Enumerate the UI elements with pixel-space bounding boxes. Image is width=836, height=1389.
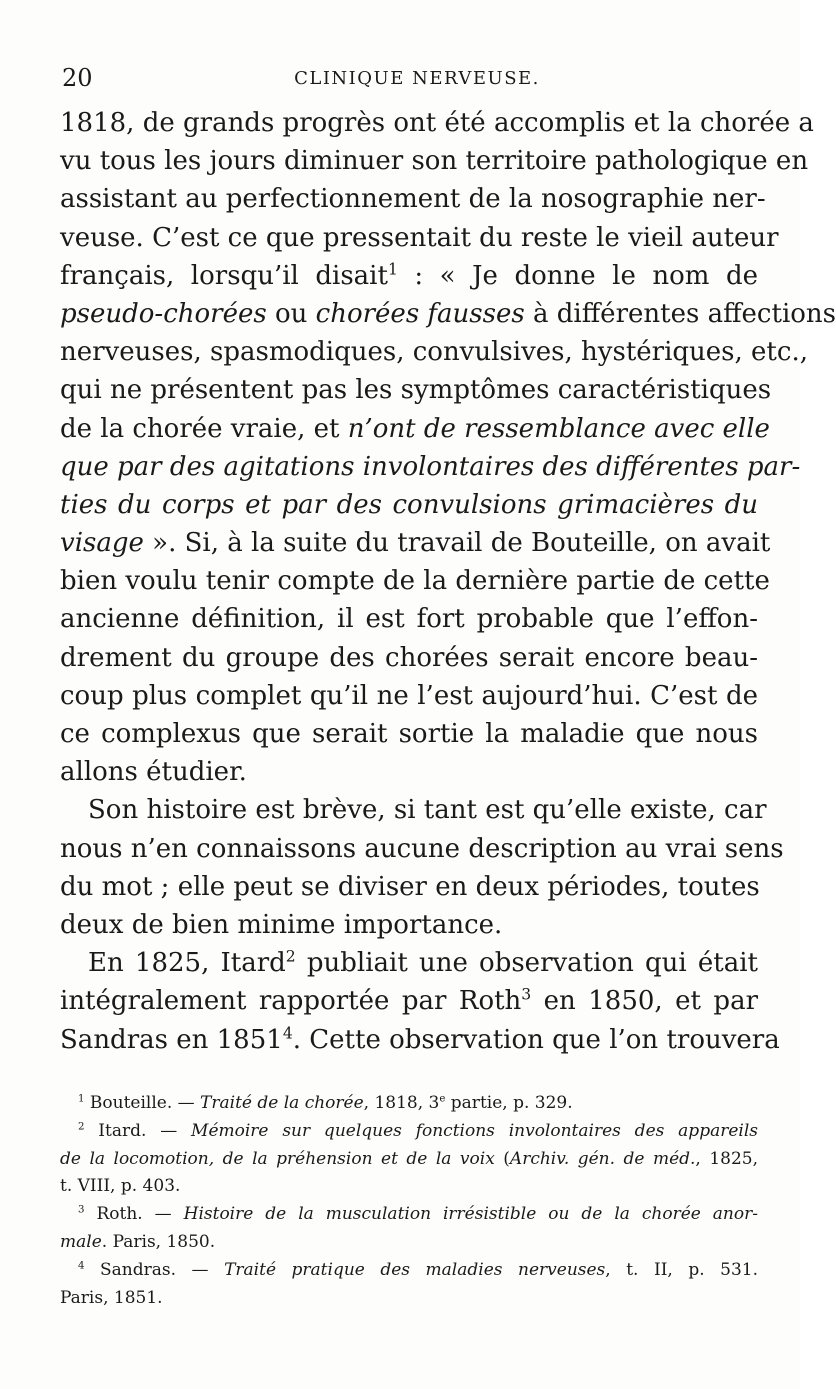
footnote-marker: 3 [78, 1204, 85, 1216]
text-run: assistant au perfectionnement de la nosographie ner- [60, 184, 766, 215]
footnote-marker: 4 [78, 1260, 85, 1272]
text-line [60, 868, 758, 906]
text-line [60, 600, 758, 638]
footnote-marker: 2 [285, 947, 296, 966]
footnote-line [60, 1201, 758, 1229]
text-line [60, 677, 758, 715]
italic-text: de la locomotion, de la préhension et de la voix [60, 1148, 495, 1169]
italic-text: n’ont de ressemblance avec elle [347, 413, 770, 444]
text-line [60, 524, 771, 562]
text-line [60, 639, 758, 677]
footnote [60, 1257, 758, 1313]
text-line [60, 142, 809, 180]
footnote [60, 1201, 758, 1257]
text-run: ancienne définition, il est fort probable que l’effon- [60, 604, 758, 635]
text-run: Sandras. — [84, 1259, 225, 1280]
text-line [60, 562, 770, 600]
footnote-marker: 4 [282, 1023, 293, 1042]
text-line [60, 1021, 780, 1059]
italic-text: Archiv. gén. de méd. [509, 1148, 696, 1169]
text-run: ( [494, 1148, 510, 1169]
paragraph [60, 791, 784, 944]
footnote-line [60, 1285, 758, 1313]
text-line [60, 295, 836, 333]
body-text [60, 104, 836, 1059]
running-title: CLINIQUE NERVEUSE. [294, 68, 540, 89]
footnote-marker: 2 [78, 1121, 85, 1133]
text-run: qui ne présentent pas les symptômes caractéristiques [60, 375, 772, 406]
text-run: partie, p. 329. [445, 1093, 573, 1113]
text-line [60, 180, 766, 218]
text-run: ce complexus que serait sortie la maladie que nous [60, 719, 758, 749]
footnote-line [60, 1118, 758, 1146]
italic-text: chorées fausses [315, 298, 525, 329]
text-run: Roth. — [84, 1204, 184, 1225]
paragraph [60, 104, 836, 791]
text-run: à différentes affections [524, 298, 836, 329]
text-run: allons étudier. [60, 757, 247, 788]
page-header [62, 64, 752, 98]
italic-text: Traité pratique des maladies nerveuses [224, 1259, 606, 1280]
text-line [60, 982, 758, 1020]
text-line [60, 753, 758, 791]
text-line [60, 371, 772, 409]
text-run: . Paris, 1850. [101, 1231, 216, 1252]
text-run: ou [266, 298, 316, 329]
footnote [60, 1090, 758, 1118]
text-line [60, 944, 758, 982]
italic-text: ties du corps et par des convulsions grimacières du [60, 489, 758, 520]
text-run: Itard. — [84, 1120, 192, 1141]
text-line [60, 448, 801, 486]
text-run: : « Je donne le nom de [397, 260, 758, 291]
text-line [60, 791, 767, 829]
text-run: drement du groupe des chorées serait encore beau- [60, 642, 758, 673]
text-line [60, 104, 814, 142]
text-run: , t. II, p. 531. [605, 1259, 758, 1280]
text-run: français, lorsqu’il disait [60, 260, 388, 291]
footnote [60, 1118, 758, 1201]
text-run: Bouteille. — [84, 1093, 201, 1113]
footnote-line [60, 1257, 758, 1285]
text-run: intégralement rapportée par Roth [60, 986, 522, 1017]
text-run: publiait une observation qui était [295, 948, 758, 979]
paragraph [60, 944, 780, 1059]
text-run: vu tous les jours diminuer son territoire pathologique en [60, 146, 809, 177]
italic-text: Histoire de la musculation irrésistible ou de la chorée anor- [183, 1204, 758, 1225]
text-line [60, 486, 758, 524]
text-run: . Cette observation que l’on trouvera [292, 1024, 780, 1055]
page-number: 20 [62, 64, 93, 92]
text-run: , 1818, 3 [363, 1093, 440, 1113]
footnote-line [60, 1229, 758, 1257]
italic-text: visage [60, 528, 144, 559]
text-run: Sandras en 1851 [60, 1024, 283, 1055]
text-run: ». Si, à la suite du travail de Bouteille, on avait [143, 528, 771, 559]
italic-text: que par des agitations involontaires des différentes par- [60, 451, 801, 482]
text-line [60, 410, 770, 448]
text-line [60, 715, 758, 753]
text-line [60, 219, 779, 257]
text-run: en 1850, et par [531, 986, 759, 1017]
footnote-line [60, 1090, 758, 1118]
footnote-marker: 1 [387, 260, 398, 279]
footnote-line [60, 1173, 758, 1201]
footnote-marker: e [439, 1093, 446, 1105]
text-run: 1818, de grands progrès ont été accomplis et la chorée a [60, 108, 814, 138]
text-run: Son histoire est brève, si tant est qu’elle existe, car [88, 795, 767, 826]
text-line [60, 830, 784, 868]
text-run: , 1825, [695, 1148, 758, 1169]
text-run: veuse. C’est ce que pressentait du reste le vieil auteur [60, 222, 779, 253]
text-line [60, 906, 758, 944]
footnote-marker: 1 [78, 1093, 85, 1105]
text-run: nous n’en connaissons aucune description au vrai sens [60, 833, 784, 864]
text-line [60, 333, 808, 371]
text-run: bien voulu tenir compte de la dernière partie de cette [60, 566, 770, 597]
italic-text: pseudo-chorées [60, 298, 267, 329]
footnote-marker: 3 [521, 985, 532, 1004]
italic-text: Mémoire sur quelques fonctions involontaires des appareils [191, 1120, 758, 1141]
footnotes [60, 1090, 758, 1312]
italic-text: male [60, 1231, 102, 1252]
text-run: deux de bien minime importance. [60, 909, 503, 940]
text-run: nerveuses, spasmodiques, convulsives, hystériques, etc., [60, 337, 808, 368]
text-run: de la chorée vraie, et [60, 413, 348, 444]
text-run: du mot ; elle peut se diviser en deux périodes, toutes [60, 871, 760, 902]
text-run: coup plus complet qu’il ne l’est aujourd’hui. C’est de [60, 680, 758, 711]
footnote-line [60, 1146, 758, 1174]
text-run: Paris, 1851. [60, 1287, 163, 1308]
italic-text: Traité de la chorée [200, 1093, 364, 1113]
text-line [60, 257, 758, 295]
text-run: En 1825, Itard [88, 948, 286, 979]
text-run: t. VIII, p. 403. [60, 1176, 181, 1197]
